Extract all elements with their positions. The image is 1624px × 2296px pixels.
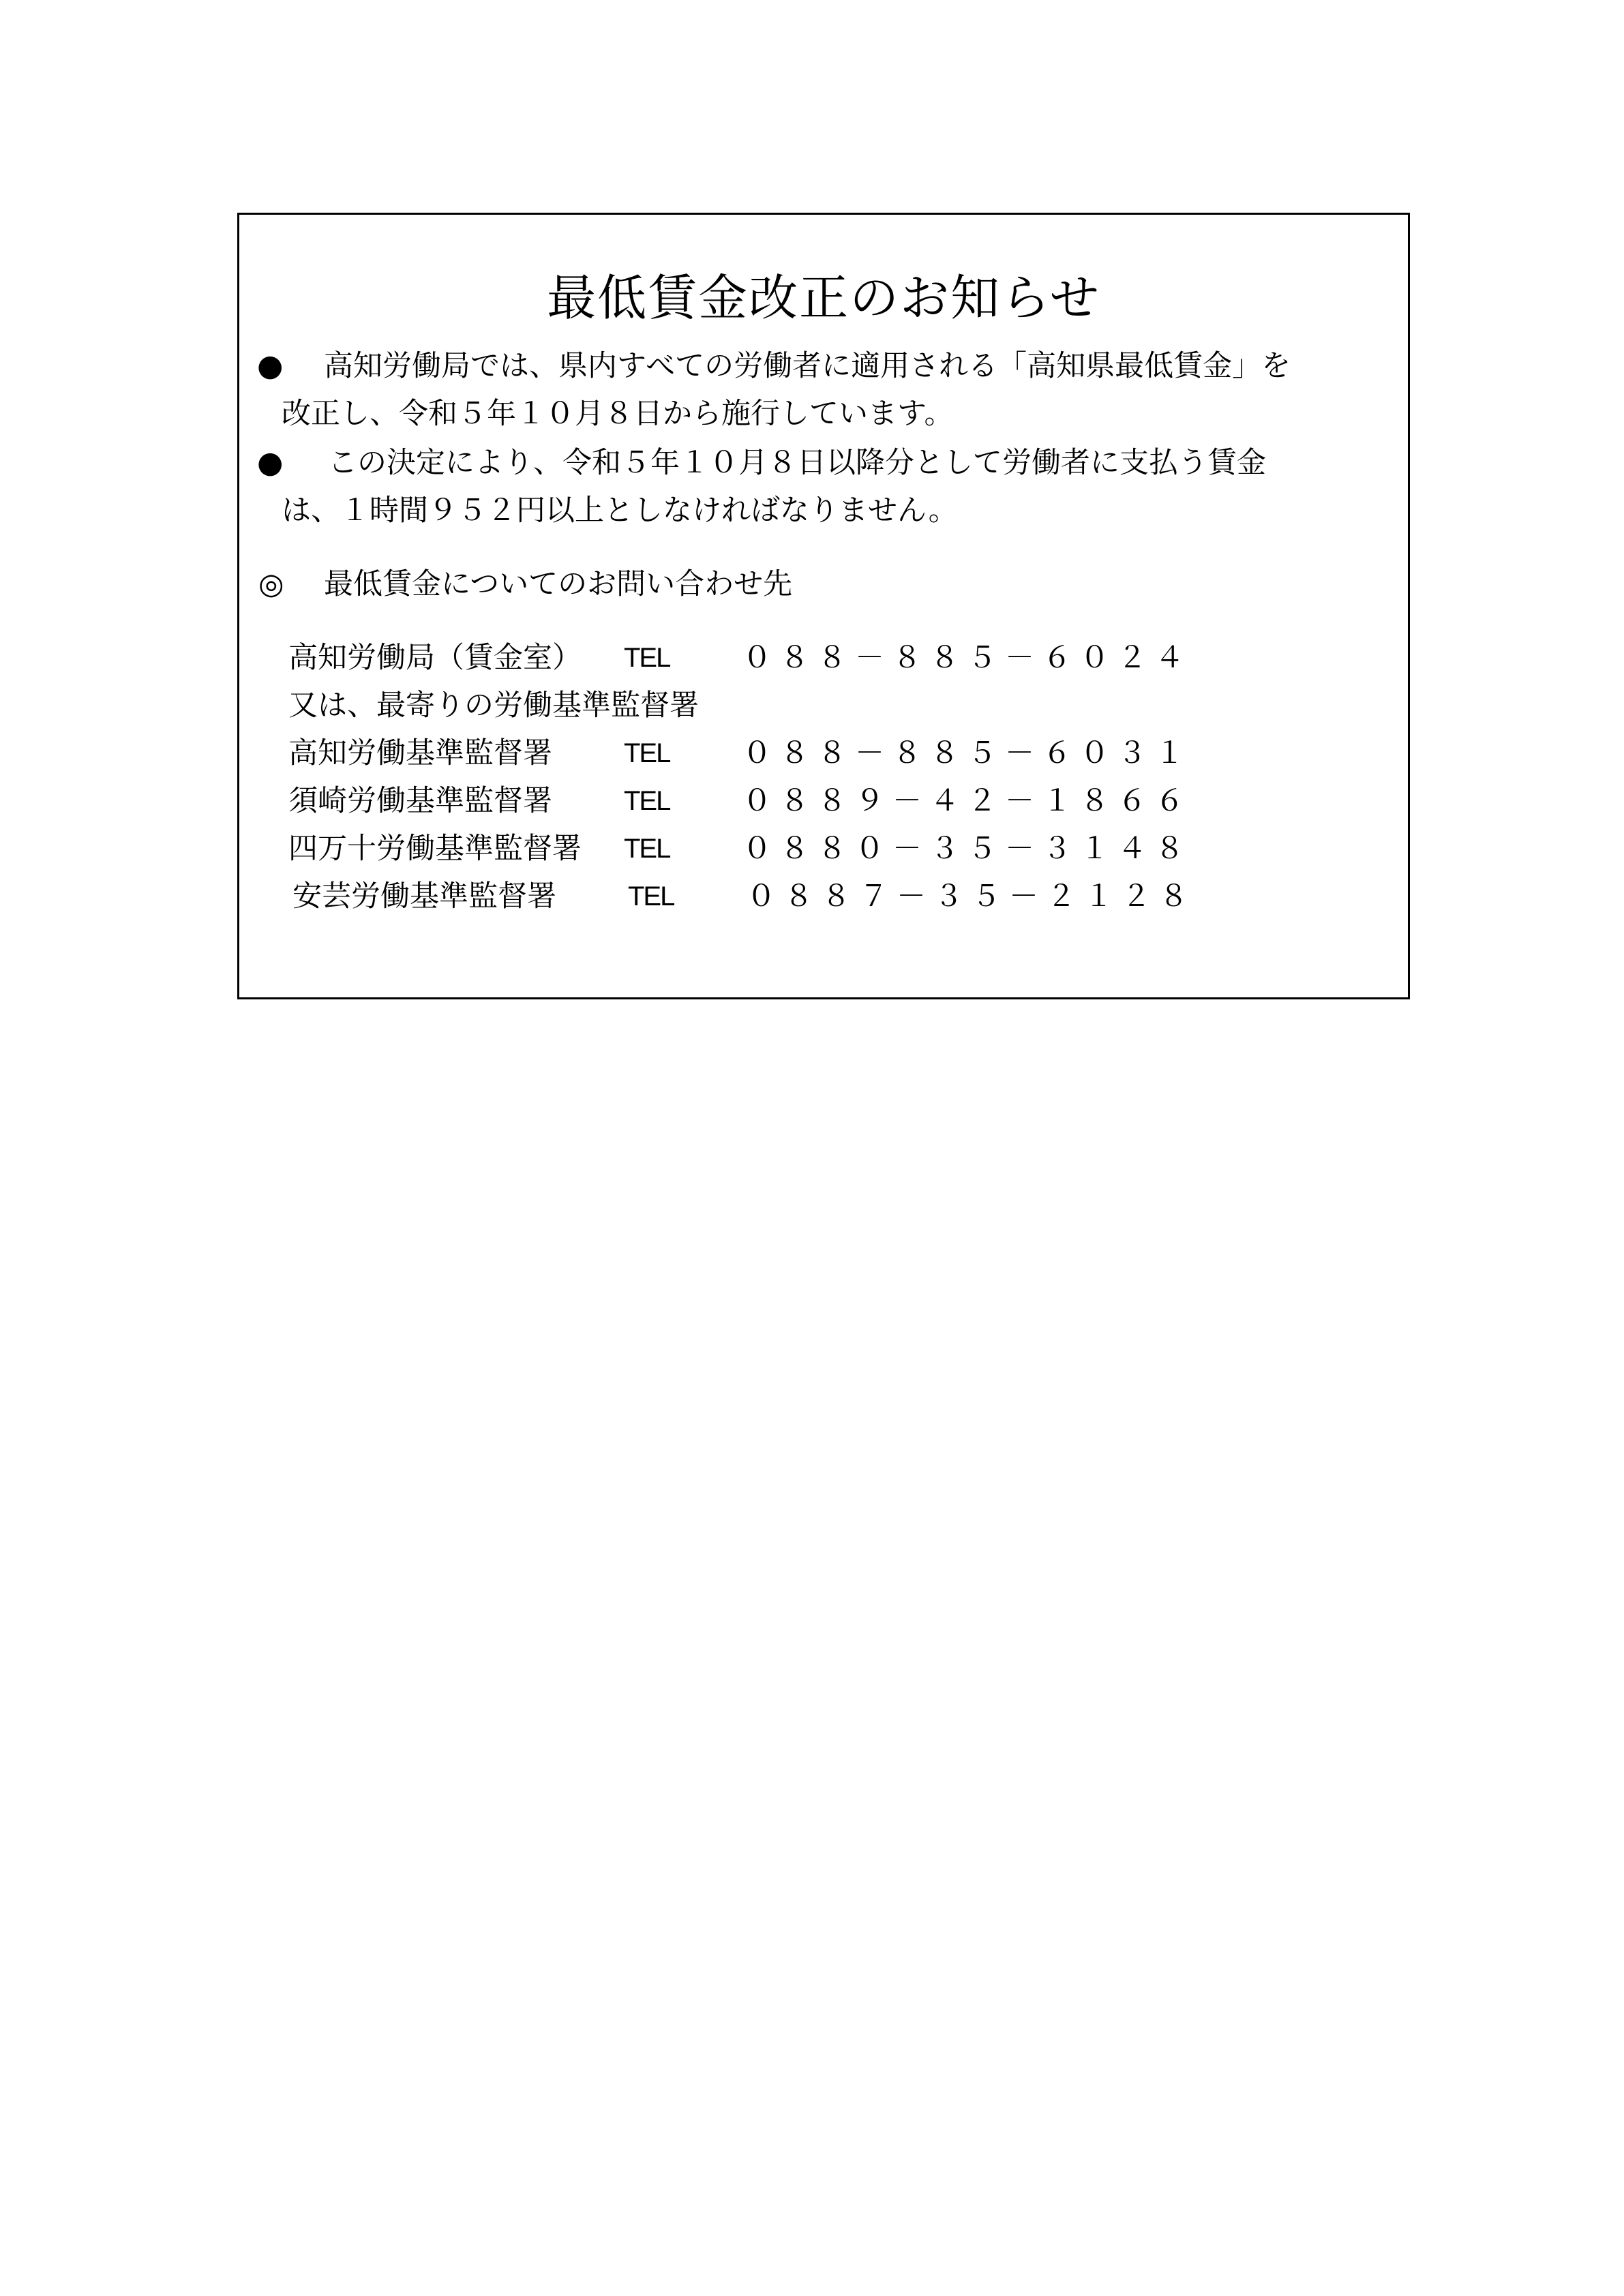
bullet-icon: ● bbox=[257, 348, 284, 383]
paragraph2-line2: は、１時間９５２円以上としなければなりません。 bbox=[282, 494, 958, 528]
or-nearest-office: 又は、最寄りの労働基準監督署 bbox=[288, 689, 699, 723]
office-name: 四万十労働基準監督署 bbox=[288, 832, 582, 866]
phone-number: ０８８－８８５－６０２４ bbox=[742, 641, 1192, 675]
tel-label: TEL bbox=[628, 881, 674, 911]
paragraph1-line1: 高知労働局では、県内すべての労働者に適用される「高知県最低賃金」を bbox=[324, 349, 1291, 383]
tel-label: TEL bbox=[624, 786, 670, 816]
notice-title: 最低賃金改正のお知らせ bbox=[547, 269, 1100, 327]
tel-label: TEL bbox=[624, 738, 670, 768]
phone-number: ０８８－８８５－６０３１ bbox=[742, 736, 1192, 770]
office-name: 安芸労働基準監督署 bbox=[292, 879, 556, 913]
notice-box bbox=[237, 213, 1410, 999]
office-name: 須崎労働基準監督署 bbox=[288, 784, 552, 818]
tel-label: TEL bbox=[624, 834, 670, 864]
paragraph2-line1: この決定により、令和５年１０月８日以降分として労働者に支払う賃金 bbox=[328, 446, 1266, 480]
tel-label: TEL bbox=[624, 643, 670, 673]
phone-number: ０８８０－３５－３１４８ bbox=[742, 832, 1192, 866]
office-name: 高知労働局（賃金室） bbox=[288, 641, 582, 675]
double-circle-icon: ◎ bbox=[258, 567, 284, 601]
paragraph1-line2: 改正し、令和５年１０月８日から施行しています。 bbox=[282, 397, 954, 431]
inquiry-heading: 最低賃金についてのお問い合わせ先 bbox=[324, 567, 793, 601]
bullet-icon: ● bbox=[257, 445, 284, 480]
office-name: 高知労働基準監督署 bbox=[288, 736, 552, 770]
phone-number: ０８８７－３５－２１２８ bbox=[747, 879, 1197, 913]
phone-number: ０８８９－４２－１８６６ bbox=[742, 784, 1192, 818]
